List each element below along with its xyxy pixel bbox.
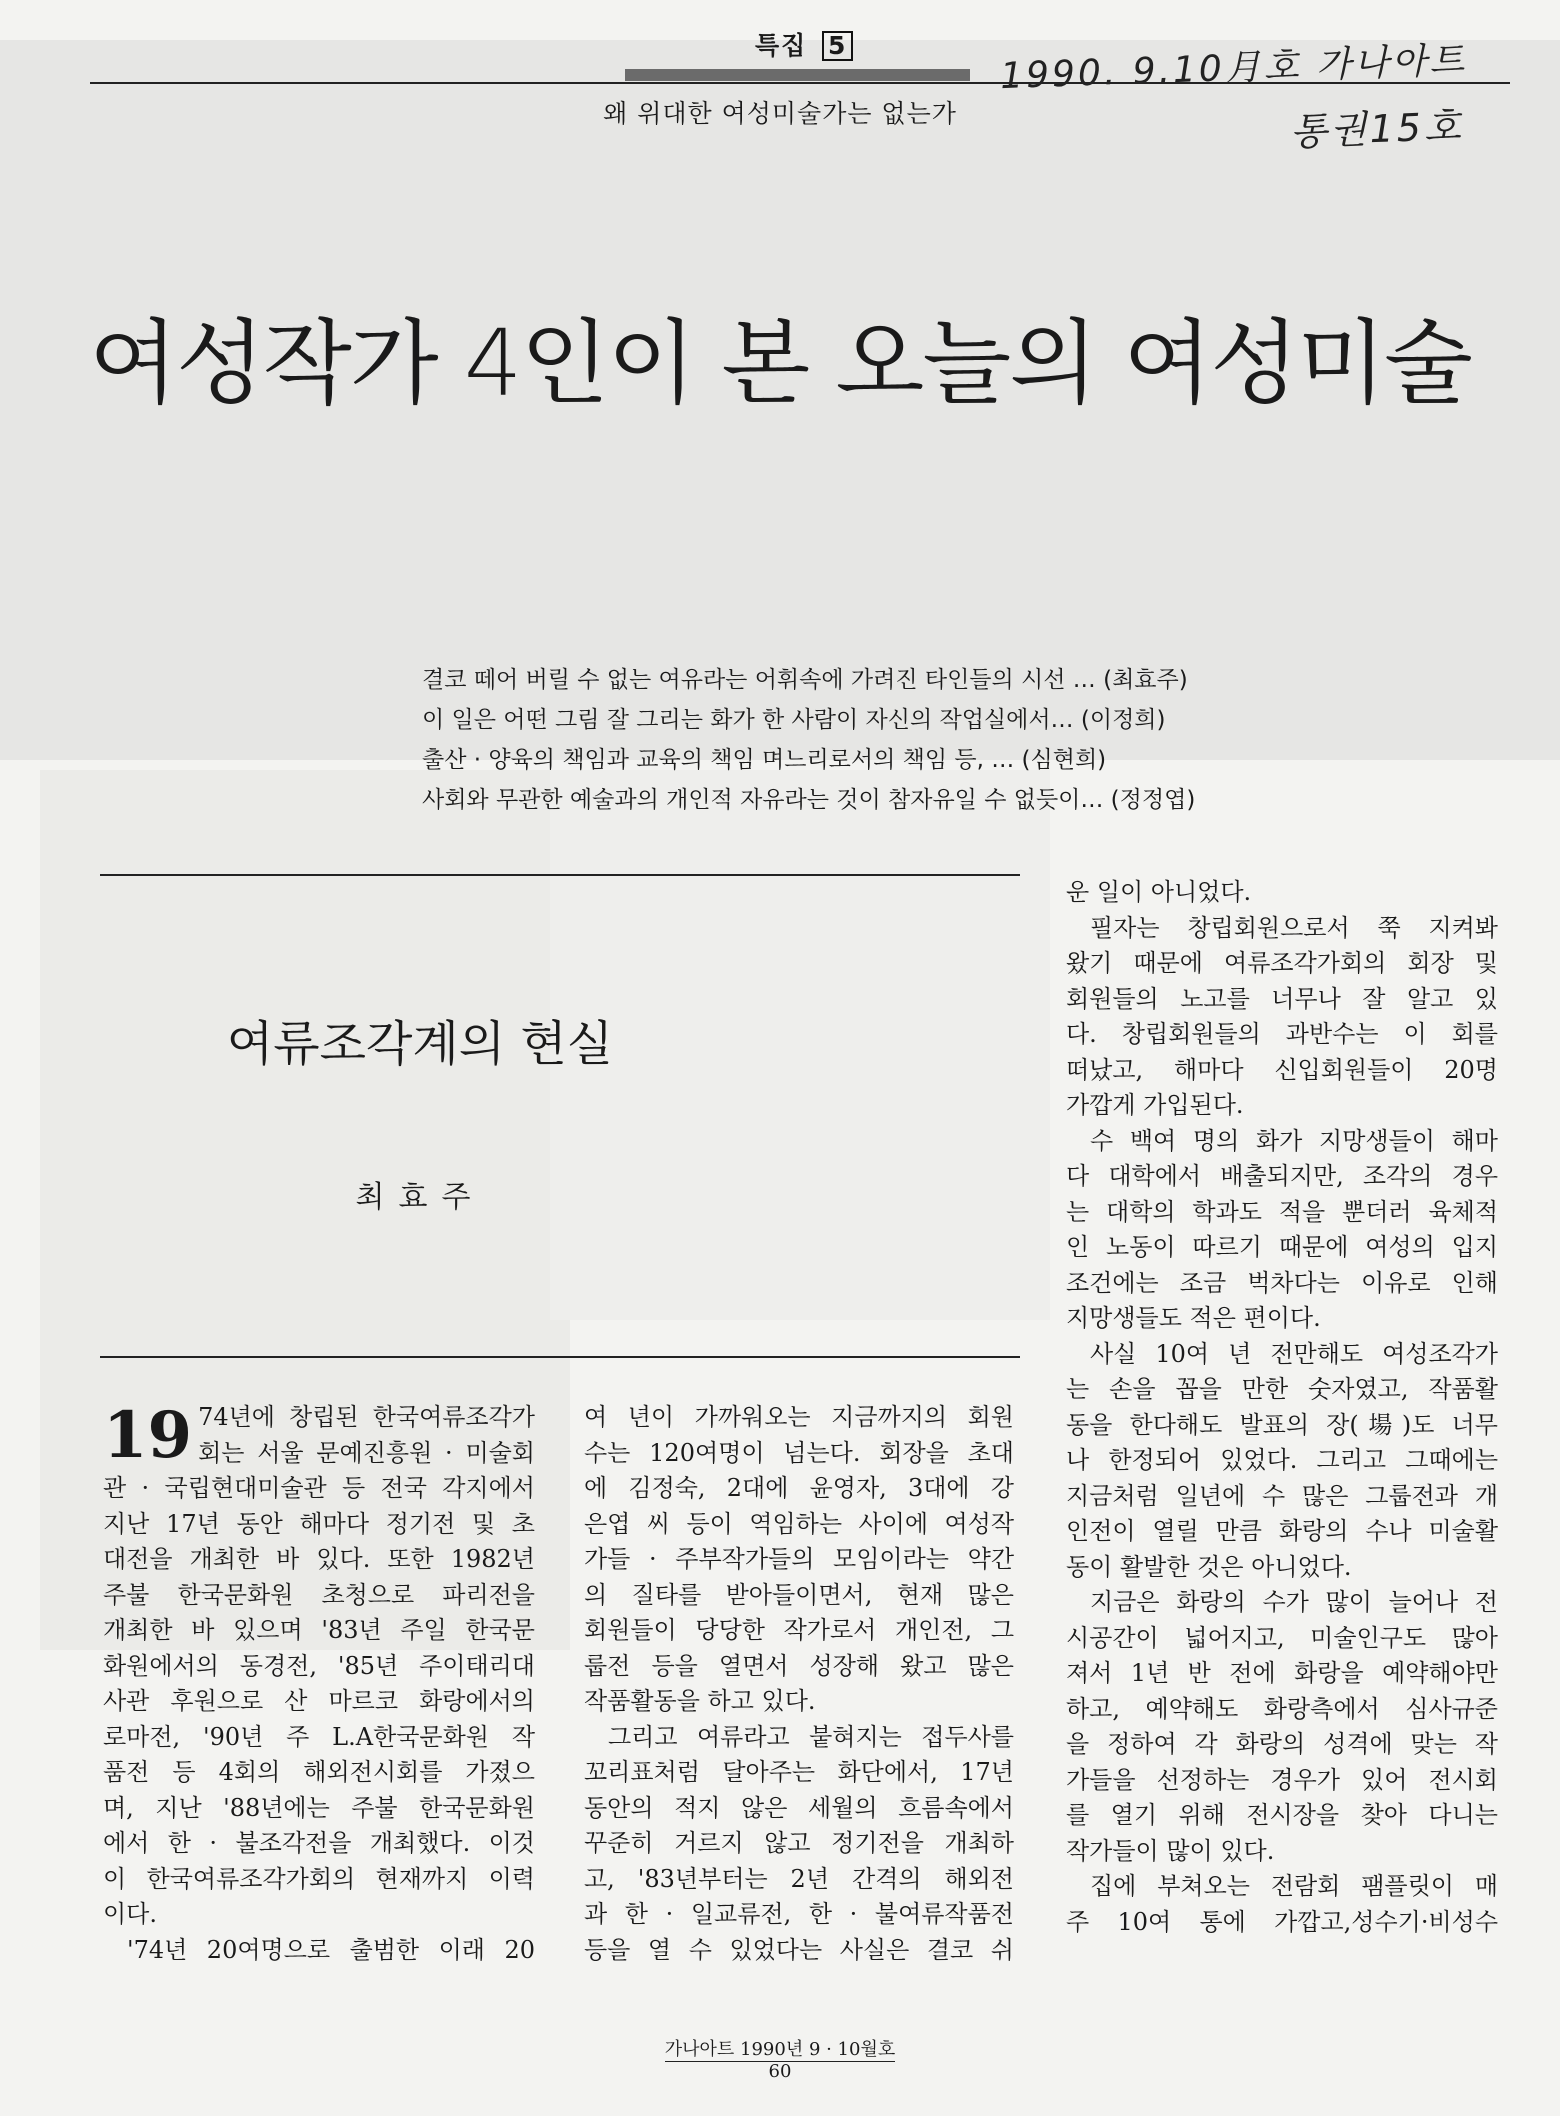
text-line: 에 김정숙, 2대에 윤영자, 3대에 강 [584,1474,1014,1502]
text-line: 에서 한 · 불조각전을 개최했다. 이것 [103,1829,535,1857]
text-line: 인전이 열릴 만큼 화랑의 수나 미술활 [1066,1517,1498,1545]
text-line: 져서 1년 반 전에 화랑을 예약해야만 [1066,1659,1498,1687]
text-line: 지금처럼 일년에 수 많은 그룹전과 개 [1066,1481,1498,1510]
text-line: 지난 17년 동안 해마다 정기전 및 초 [103,1509,535,1538]
section-number: 5 [822,31,853,61]
text-line: 가들 · 주부작가들의 모임이라는 약간 [584,1545,1014,1573]
text-line: 사실 10여 년 전만해도 여성조각가 [1090,1339,1498,1368]
text-line: 주 10여 통에 가깝고,성수기·비성수 [1066,1907,1498,1936]
summary-line: 사회와 무관한 예술과의 개인적 자유라는 것이 참자유일 수 없듯이… (정정엽) [422,787,1196,813]
summary-line: 결코 떼어 버릴 수 없는 여유라는 어휘속에 가려진 타인들의 시선 … (최효주) [422,667,1188,693]
dropcap: 19 [103,1398,193,1473]
footer-issue: 가나아트 1990년 9 · 10월호 [664,2039,896,2060]
article-author: 최효주 [355,1180,485,1215]
text-line: 을 정하여 각 화랑의 성격에 맞는 작 [1066,1730,1498,1758]
text-line: 작품활동을 하고 있다. [584,1687,816,1715]
section-subtitle: 왜 위대한 여성미술가는 없는가 [603,99,957,128]
text-line: 며, 지난 '88년에는 주불 한국문화원 [103,1793,535,1822]
text-line: 집에 부쳐오는 전람회 팸플릿이 매 [1090,1872,1498,1900]
text-line: 사관 후원으로 산 마르코 화랑에서의 [103,1687,535,1715]
summary-block [422,660,1195,820]
article-title: 여류조각계의 현실 [226,1016,614,1072]
text-line: 화원에서의 동경전, '85년 주이태리대 [103,1651,535,1680]
text-line: '74년 20여명으로 출범한 이래 20 [127,1935,535,1964]
section-label-text: 특집 [755,31,808,60]
text-line: 나 한정되어 있었다. 그리고 그때에는 [1066,1446,1498,1474]
text-line: 작가들이 많이 있다. [1066,1836,1275,1865]
text-line: 개최한 바 있으며 '83년 주일 한국문 [103,1616,535,1644]
text-line: 그리고 여류라고 붙혀지는 접두사를 [608,1722,1014,1751]
text-line: 운 일이 아니었다. [1066,878,1252,906]
text-line: 필자는 창립회원으로서 쭉 지켜봐 [1090,913,1498,942]
text-line: 과 한 · 일교류전, 한 · 불여류작품전 [584,1900,1014,1928]
header-bar [625,69,970,81]
text-line: 관 · 국립현대미술관 등 전국 각지에서 [103,1474,535,1502]
page-footer [0,2040,1560,2082]
text-line: 등을 열 수 있었다는 사실은 결코 쉬 [584,1935,1014,1964]
text-line: 회원들의 노고를 너무나 잘 알고 있 [1066,984,1498,1013]
text-line: 주불 한국문화원 초청으로 파리전을 [103,1580,535,1609]
main-title: 여성작가 4인이 본 오늘의 여성미술 [89,310,1471,417]
text-line: 이다. [103,1900,157,1928]
text-line: 는 손을 꼽을 만한 숫자였고, 작품활 [1066,1375,1498,1403]
text-line: 동안의 적지 않은 세월의 흐름속에서 [584,1793,1014,1822]
text-line: 인 노동이 따르기 때문에 여성의 입지 [1066,1233,1498,1261]
text-line: 꼬리표처럼 달아주는 화단에서, 17년 [584,1758,1014,1786]
text-line: 가들을 선정하는 경우가 있어 전시회 [1066,1765,1498,1794]
text-column-2 [584,1400,1014,1968]
text-line: 고, '83년부터는 2년 간격의 해외전 [584,1864,1014,1893]
section-label [755,26,853,62]
text-line: 여 년이 가까워오는 지금까지의 회원 [584,1403,1014,1431]
text-line: 지금은 화랑의 수가 많이 늘어나 전 [1090,1588,1498,1616]
text-line: 룹전 등을 열면서 성장해 왔고 많은 [584,1651,1014,1680]
text-line: 지망생들도 적은 편이다. [1066,1304,1321,1332]
text-line: 시공간이 넓어지고, 미술인구도 많아 [1066,1623,1498,1652]
text-line: 74년에 창립된 한국여류조각가 [198,1403,535,1431]
handwritten-note-line2: 통권15호 [1289,103,1465,155]
handwritten-note-line1: 1990. 9.10月호 가나아트 [999,39,1468,98]
text-column-3 [1066,875,1498,1940]
text-line: 동이 활발한 것은 아니었다. [1066,1552,1352,1581]
title-bottom-rule [100,1356,1020,1358]
text-line: 의 질타를 받아들이면서, 현재 많은 [584,1580,1014,1609]
text-line: 대전을 개최한 바 있다. 또한 1982년 [103,1545,535,1573]
text-line: 꾸준히 거르지 않고 정기전을 개최하 [584,1829,1014,1857]
summary-line: 출산 · 양육의 책임과 교육의 책임 며느리로서의 책임 등, … (심현희) [422,747,1107,773]
text-line: 다. 창립회원들의 과반수는 이 회를 [1066,1020,1498,1048]
text-line: 하고, 예약해도 화랑측에서 심사규준 [1066,1694,1498,1723]
text-line: 수 백여 명의 화가 지망생들이 해마 [1090,1126,1498,1155]
text-line: 은엽 씨 등이 역임하는 사이에 여성작 [584,1509,1014,1538]
text-line: 는 대학의 학과도 적을 뿐더러 육체적 [1066,1197,1498,1226]
text-line: 이 한국여류조각가회의 현재까지 이력 [103,1864,535,1893]
dropcap-paragraph-start [103,1400,535,1471]
summary-line: 이 일은 어떤 그림 잘 그리는 화가 한 사람이 자신의 작업실에서… (이정희) [422,707,1166,733]
page-number: 60 [768,2061,792,2082]
text-line: 다 대학에서 배출되지만, 조각의 경우 [1066,1162,1498,1190]
text-line: 떠났고, 해마다 신입회원들이 20명 [1066,1055,1498,1084]
text-line: 회원들이 당당한 작가로서 개인전, 그 [584,1616,1014,1644]
text-line: 동을 한다해도 발표의 장(場)도 너무 [1066,1410,1498,1439]
text-column-1 [103,1400,535,1968]
text-line: 조건에는 조금 벅차다는 이유로 인해 [1066,1268,1498,1297]
text-line: 를 열기 위해 전시장을 찾아 다니는 [1066,1801,1498,1829]
text-line: 가깝게 가입된다. [1066,1091,1244,1119]
text-line: 수는 120여명이 넘는다. 회장을 초대 [584,1438,1014,1467]
text-line: 왔기 때문에 여류조각가회의 회장 및 [1066,949,1498,977]
title-top-rule [100,874,1020,876]
text-line: 로마전, '90년 주 L.A한국문화원 작 [103,1722,535,1751]
text-line: 회는 서울 문예진흥원 · 미술회 [198,1438,535,1467]
text-line: 품전 등 4회의 해외전시회를 가졌으 [103,1758,535,1786]
